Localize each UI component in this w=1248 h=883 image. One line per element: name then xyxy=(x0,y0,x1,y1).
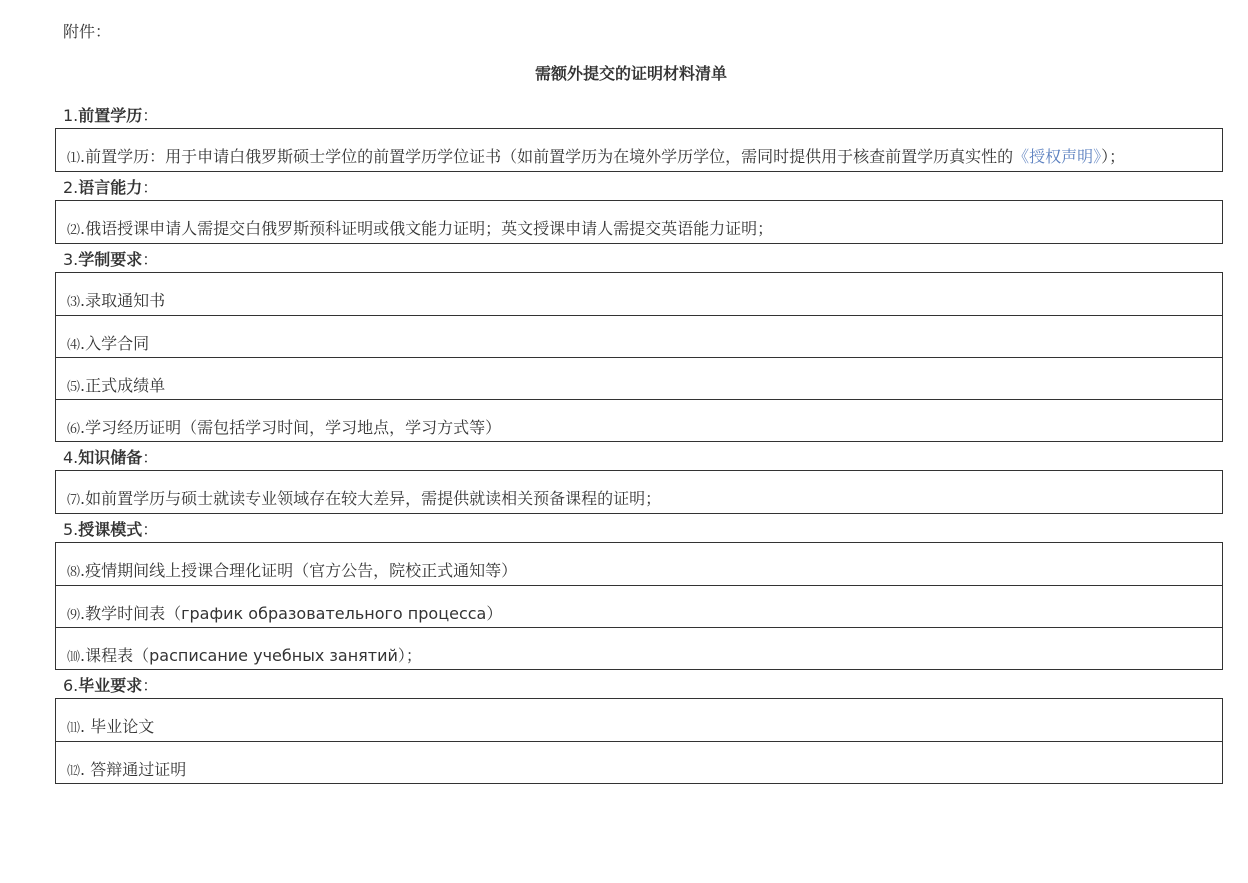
item-text: .录取通知书 xyxy=(80,291,166,310)
list-item xyxy=(56,471,1222,513)
item-text: .教学时间表（график образовательного процесса） xyxy=(80,604,503,623)
item-marker: ⑷ xyxy=(67,338,81,353)
section-heading-education xyxy=(55,103,1223,128)
item-text: .如前置学历与硕士就读专业领域存在较大差异，需提供就读相关预备课程的证明； xyxy=(80,489,662,508)
attachment-label: 附件： xyxy=(63,22,112,41)
list-item xyxy=(56,273,1222,315)
section-number: 2. xyxy=(63,178,79,197)
section-name: 毕业要求 xyxy=(78,676,143,695)
section-heading-program xyxy=(55,247,1223,272)
section-heading-graduation xyxy=(55,673,1223,698)
item-text: . 毕业论文 xyxy=(80,717,155,736)
item-marker: ⑻ xyxy=(67,565,81,580)
section-box-language xyxy=(55,200,1223,244)
list-item xyxy=(56,585,1222,627)
section-number: 5. xyxy=(63,520,79,539)
section-name: 学制要求 xyxy=(78,250,143,269)
list-item xyxy=(56,357,1222,399)
item-text: .俄语授课申请人需提交白俄罗斯预科证明或俄文能力证明；英文授课申请人需提交英语能力证明； xyxy=(80,219,774,238)
section-suffix: ： xyxy=(142,106,159,125)
item-marker: ⑴ xyxy=(67,151,81,166)
item-marker: ⑹ xyxy=(67,422,81,437)
item-text: .疫情期间线上授课合理化证明（官方公告，院校正式通知等） xyxy=(80,561,518,580)
item-marker: ⑼ xyxy=(67,608,81,623)
item-tail: ）； xyxy=(1101,147,1126,166)
list-item xyxy=(56,699,1222,741)
list-item xyxy=(56,315,1222,357)
section-number: 6. xyxy=(63,676,79,695)
item-marker: ⑵ xyxy=(67,223,81,238)
list-item xyxy=(56,741,1222,783)
section-suffix: ： xyxy=(142,520,159,539)
item-text: . 答辩通过证明 xyxy=(80,760,187,779)
section-name: 前置学历 xyxy=(78,106,143,125)
list-item xyxy=(56,201,1222,243)
section-heading-language xyxy=(55,175,1223,200)
item-marker: ⑾ xyxy=(67,721,81,736)
section-box-graduation xyxy=(55,698,1223,784)
section-heading-teaching-mode xyxy=(55,517,1223,542)
section-number: 4. xyxy=(63,448,79,467)
section-number: 1. xyxy=(63,106,79,125)
item-marker: ⑺ xyxy=(67,493,81,508)
list-item xyxy=(56,543,1222,585)
item-text: .正式成绩单 xyxy=(80,376,166,395)
section-box-program xyxy=(55,272,1223,442)
section-name: 授课模式 xyxy=(78,520,143,539)
document-title: 需额外提交的证明材料清单 xyxy=(534,64,727,83)
item-marker: ⑿ xyxy=(67,764,81,779)
list-item xyxy=(56,627,1222,669)
section-number: 3. xyxy=(63,250,79,269)
item-marker: ⑽ xyxy=(67,650,81,665)
item-text: .入学合同 xyxy=(80,334,150,353)
authorization-statement-link[interactable]: 《授权声明》 xyxy=(1013,147,1102,166)
section-name: 语言能力 xyxy=(78,178,143,197)
item-text: .课程表（расписание учебных занятий）； xyxy=(80,646,422,665)
section-suffix: ： xyxy=(142,250,159,269)
section-suffix: ： xyxy=(142,676,159,695)
section-box-knowledge xyxy=(55,470,1223,514)
item-marker: ⑶ xyxy=(67,295,81,310)
section-suffix: ： xyxy=(142,178,159,197)
item-text: .学习经历证明（需包括学习时间，学习地点，学习方式等） xyxy=(80,418,502,437)
requirements-list xyxy=(55,103,1223,787)
section-box-education xyxy=(55,128,1223,172)
item-marker: ⑸ xyxy=(67,380,81,395)
section-name: 知识储备 xyxy=(78,448,143,467)
list-item xyxy=(56,399,1222,441)
section-heading-knowledge xyxy=(55,445,1223,470)
item-text: .前置学历：用于申请白俄罗斯硕士学位的前置学历学位证书（如前置学历为在境外学历学位，需同时提供用于核查前置学历真实性的 xyxy=(80,147,1014,166)
list-item xyxy=(56,129,1222,171)
section-suffix: ： xyxy=(142,448,159,467)
section-box-teaching-mode xyxy=(55,542,1223,670)
